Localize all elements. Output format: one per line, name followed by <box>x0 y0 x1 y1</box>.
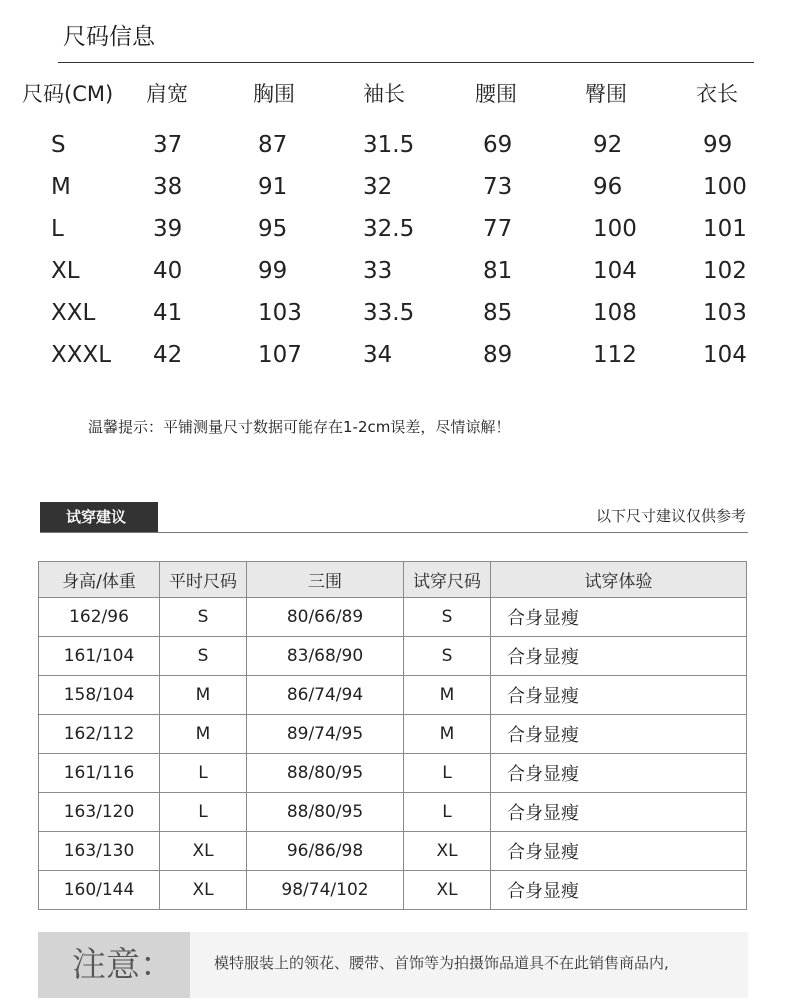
size-cell: 69 <box>483 132 513 158</box>
size-row <box>18 250 758 292</box>
size-cell: 104 <box>593 258 637 284</box>
table-cell: S <box>160 637 247 676</box>
header-fit-size: 试穿尺码 <box>404 562 491 598</box>
notice-text: 模特服装上的领花、腰带、首饰等为拍摄饰品道具不在此销售商品内, <box>214 954 669 972</box>
table-row <box>39 871 747 910</box>
size-table-header <box>18 78 758 122</box>
table-row <box>39 754 747 793</box>
size-cell: 39 <box>153 216 183 242</box>
size-cell: 42 <box>153 342 183 368</box>
table-cell: 合身显瘦 <box>491 715 747 754</box>
table-row <box>39 793 747 832</box>
header-hip: 臀围 <box>585 82 627 106</box>
size-cell: 31.5 <box>363 132 415 158</box>
size-cell: 32.5 <box>363 216 415 242</box>
table-cell: 86/74/94 <box>247 676 404 715</box>
table-cell: M <box>404 676 491 715</box>
table-cell: M <box>160 715 247 754</box>
table-cell: 160/144 <box>39 871 160 910</box>
size-cell: 108 <box>593 300 637 326</box>
table-cell: 158/104 <box>39 676 160 715</box>
table-cell: 合身显瘦 <box>491 871 747 910</box>
measurement-tip: 温馨提示：平铺测量尺寸数据可能存在1-2cm误差，尽情谅解！ <box>88 418 511 436</box>
size-cell: 33 <box>363 258 393 284</box>
size-row <box>18 208 758 250</box>
table-cell: 163/130 <box>39 832 160 871</box>
table-row <box>39 598 747 637</box>
table-cell: XL <box>160 832 247 871</box>
header-usual-size: 平时尺码 <box>160 562 247 598</box>
size-cell: 40 <box>153 258 183 284</box>
table-cell: 80/66/89 <box>247 598 404 637</box>
size-cell: 73 <box>483 174 513 200</box>
size-table <box>18 78 758 376</box>
size-row <box>18 124 758 166</box>
header-shoulder: 肩宽 <box>146 82 188 106</box>
size-cell: 95 <box>258 216 288 242</box>
size-cell: 99 <box>703 132 733 158</box>
table-cell: 83/68/90 <box>247 637 404 676</box>
header-sleeve: 袖长 <box>363 82 405 106</box>
size-cell: M <box>51 174 71 200</box>
table-cell: L <box>160 754 247 793</box>
size-cell: 38 <box>153 174 183 200</box>
table-cell: L <box>404 754 491 793</box>
table-cell: 合身显瘦 <box>491 793 747 832</box>
size-cell: 34 <box>363 342 393 368</box>
fitting-table <box>38 561 747 910</box>
size-cell: S <box>51 132 66 158</box>
header-height-weight: 身高/体重 <box>39 562 160 598</box>
title-divider <box>58 62 754 63</box>
table-cell: 96/86/98 <box>247 832 404 871</box>
size-row <box>18 166 758 208</box>
size-cell: XL <box>51 258 80 284</box>
size-cell: 87 <box>258 132 288 158</box>
size-cell: 103 <box>258 300 302 326</box>
fitting-table-header <box>39 562 747 598</box>
size-row <box>18 292 758 334</box>
table-cell: XL <box>160 871 247 910</box>
table-row <box>39 832 747 871</box>
size-cell: 77 <box>483 216 513 242</box>
table-cell: XL <box>404 832 491 871</box>
size-cell: 99 <box>258 258 288 284</box>
header-chest: 胸围 <box>253 82 295 106</box>
size-cell: 91 <box>258 174 288 200</box>
header-size: 尺码(CM) <box>22 82 114 106</box>
table-row <box>39 715 747 754</box>
size-cell: 81 <box>483 258 513 284</box>
fitting-section-tag: 试穿建议 <box>40 502 158 532</box>
size-cell: XXXL <box>51 342 112 368</box>
table-cell: 89/74/95 <box>247 715 404 754</box>
table-row <box>39 637 747 676</box>
table-cell: S <box>160 598 247 637</box>
size-cell: 107 <box>258 342 302 368</box>
table-cell: 88/80/95 <box>247 754 404 793</box>
header-length: 衣长 <box>696 82 738 106</box>
size-cell: 103 <box>703 300 747 326</box>
table-cell: 合身显瘦 <box>491 637 747 676</box>
table-cell: S <box>404 637 491 676</box>
notice-label: 注意： <box>38 932 190 998</box>
table-cell: 162/96 <box>39 598 160 637</box>
table-cell: 98/74/102 <box>247 871 404 910</box>
table-cell: 合身显瘦 <box>491 832 747 871</box>
size-cell: 101 <box>703 216 747 242</box>
size-cell: 32 <box>363 174 393 200</box>
table-cell: S <box>404 598 491 637</box>
size-cell: L <box>51 216 64 242</box>
table-cell: 161/116 <box>39 754 160 793</box>
size-cell: 37 <box>153 132 183 158</box>
size-cell: 33.5 <box>363 300 415 326</box>
size-cell: 102 <box>703 258 747 284</box>
size-cell: 41 <box>153 300 183 326</box>
table-cell: L <box>160 793 247 832</box>
size-cell: 112 <box>593 342 637 368</box>
table-row <box>39 676 747 715</box>
size-cell: 96 <box>593 174 623 200</box>
table-cell: 合身显瘦 <box>491 676 747 715</box>
table-cell: M <box>404 715 491 754</box>
fitting-reference-note: 以下尺寸建议仅供参考 <box>595 507 746 525</box>
table-cell: L <box>404 793 491 832</box>
size-cell: 100 <box>593 216 637 242</box>
header-waist: 腰围 <box>475 82 517 106</box>
table-cell: 合身显瘦 <box>491 754 747 793</box>
size-cell: 92 <box>593 132 623 158</box>
header-measurements: 三围 <box>247 562 404 598</box>
size-cell: 100 <box>703 174 747 200</box>
table-cell: 162/112 <box>39 715 160 754</box>
fitting-divider <box>40 532 748 533</box>
table-cell: 88/80/95 <box>247 793 404 832</box>
table-cell: M <box>160 676 247 715</box>
size-cell: 104 <box>703 342 747 368</box>
size-cell: 85 <box>483 300 513 326</box>
size-info-title: 尺码信息 <box>63 24 155 50</box>
table-cell: 161/104 <box>39 637 160 676</box>
header-fit-experience: 试穿体验 <box>491 562 747 598</box>
table-cell: 163/120 <box>39 793 160 832</box>
size-row <box>18 334 758 376</box>
size-cell: XXL <box>51 300 96 326</box>
table-cell: XL <box>404 871 491 910</box>
size-cell: 89 <box>483 342 513 368</box>
table-cell: 合身显瘦 <box>491 598 747 637</box>
